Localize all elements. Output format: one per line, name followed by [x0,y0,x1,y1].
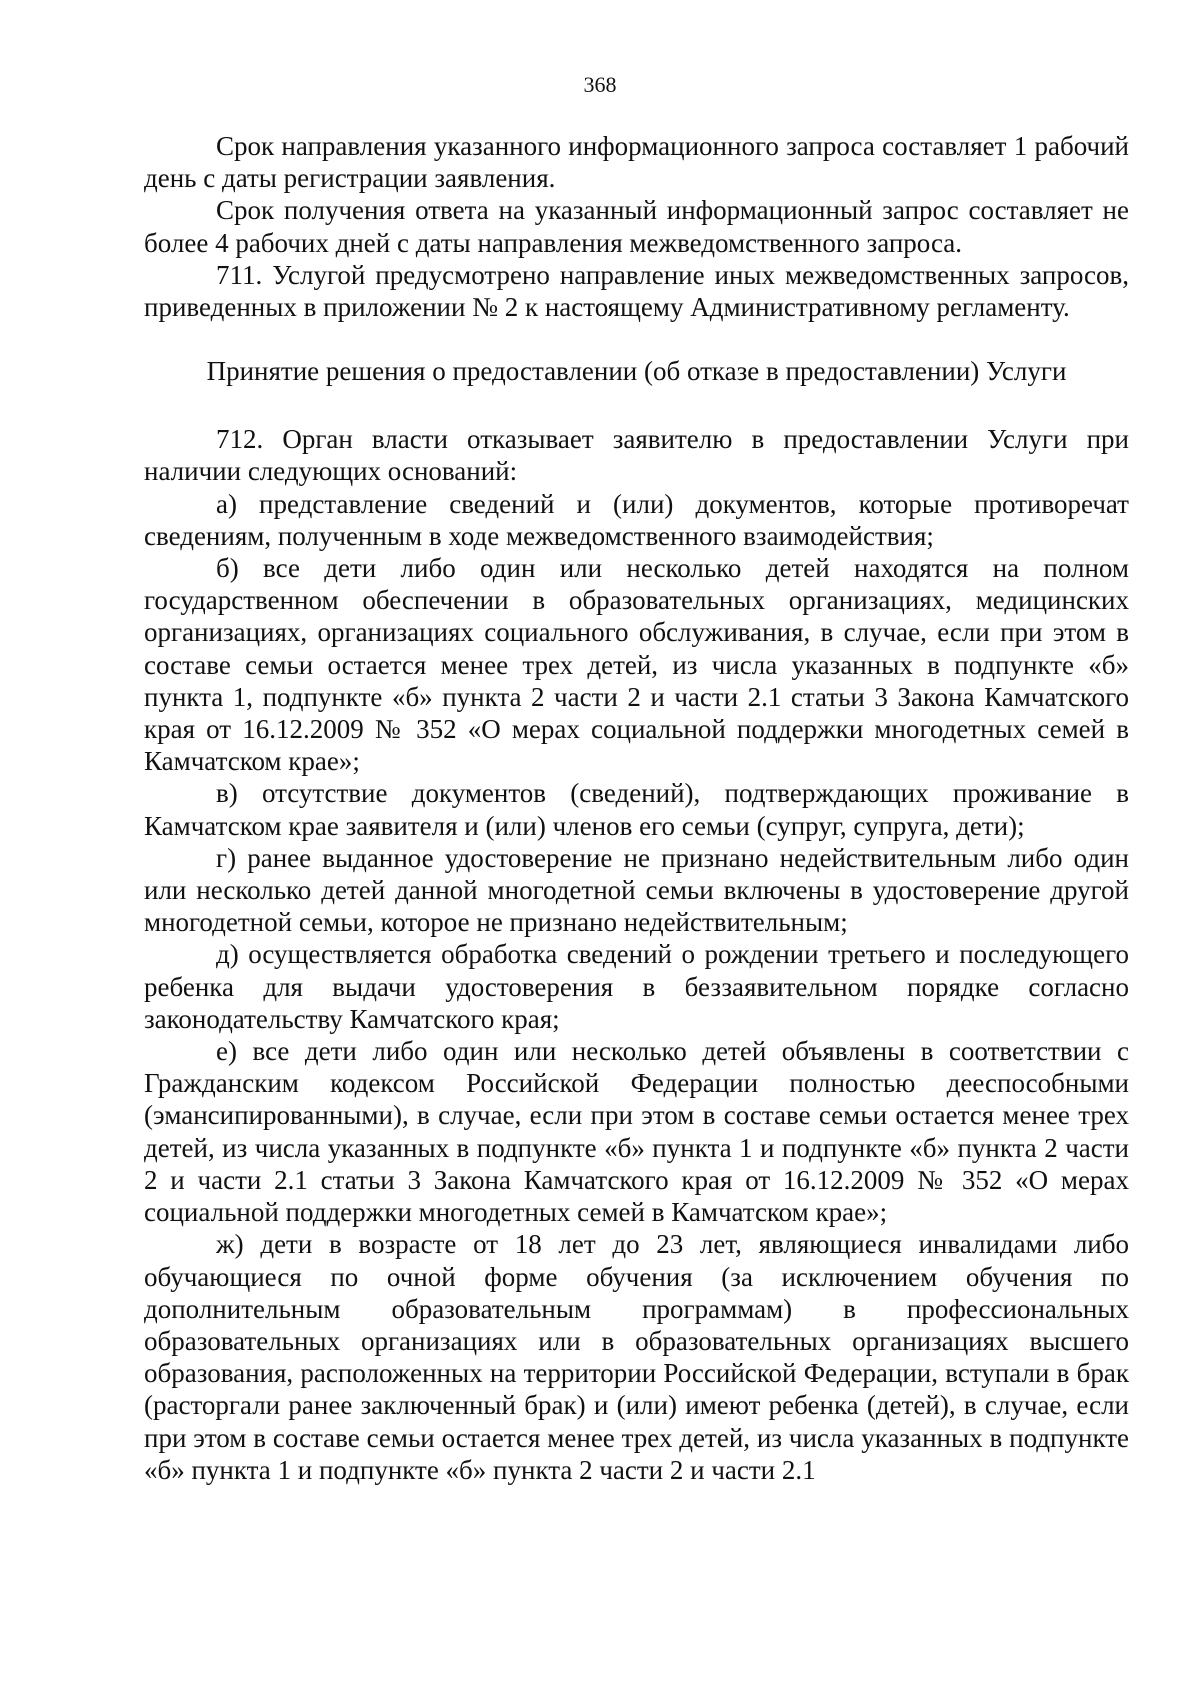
ground-e: е) все дети либо один или несколько детей объявлены в соответствии с Гражданским кодексом Российской Федерации полностью дееспособными (эмансипированными), в случае, если при этом в составе семьи остается менее трех детей, из числа указанных в подпункте «б» пункта 1 и подпункте «б» пункта 2 части 2 и части 2.1 статьи 3 Закона Камчатского края от 16.12.2009 № 352 «О мерах социальной поддержки многодетных семей в Камчатском крае»; [144,1036,1129,1228]
ground-a: а) представление сведений и (или) документов, которые противоречат сведениям, полученным в ходе межведомственного взаимодействия; [144,488,1129,551]
page-number: 368 [583,72,617,97]
ground-d: д) осуществляется обработка сведений о рождении третьего и последующего ребенка для выдачи удостоверения в беззаявительном порядке согласно законодательству Камчатского края; [144,939,1129,1034]
ground-v: в) отсутствие документов (сведений), подтверждающих проживание в Камчатском крае заявителя и (или) членов его семьи (супруг, супруга, дети); [144,778,1129,841]
ground-g: г) ранее выданное удостоверение не признано недействительным либо один или несколько детей данной многодетной семьи включены в удостоверение другой многодетной семьи, которое не признано недействительным; [144,842,1129,938]
paragraph-response-deadline: Срок получения ответа на указанный информационный запрос составляет не более 4 рабочих дней с даты направления межведомственного запроса. [144,195,1129,258]
document-body [144,130,1129,1486]
paragraph-712: 712. Орган власти отказывает заявителю в предоставлении Услуги при наличии следующих оснований: [144,424,1129,487]
paragraph-711: 711. Услугой предусмотрено направление иных межведомственных запросов, приведенных в приложении № 2 к настоящему Административному регламенту. [144,259,1129,323]
section-heading: Принятие решения о предоставлении (об отказе в предоставлении) Услуги [206,356,1067,387]
ground-b: б) все дети либо один или несколько детей находятся на полном государственном обеспечении в образовательных организациях, медицинских организациях, организациях социального обслуживания, в случае, если при этом в составе семьи остается менее трех детей, из числа указанных в подпункте «б» пункта 1, подпункте «б» пункта 2 части 2 и части 2.1 статьи 3 Закона Камчатского края от 16.12.2009 № 352 «О мерах социальной поддержки многодетных семей в Камчатском крае»; [144,553,1129,777]
ground-zh: ж) дети в возрасте от 18 лет до 23 лет, являющиеся инвалидами либо обучающиеся по очной форме обучения (за исключением обучения по дополнительным образовательным программам) в профессиональных образовательных организациях или в образовательных организациях высшего образования, расположенных на территории Российской Федерации, вступали в брак (расторгали ранее заключенный брак) и (или) имеют ребенка (детей), в случае, если при этом в составе семьи остается менее трех детей, из числа указанных в подпункте «б» пункта 1 и подпункте «б» пункта 2 части 2 и части 2.1 [144,1229,1129,1485]
paragraph-request-deadline: Срок направления указанного информационного запроса составляет 1 рабочий день с даты регистрации заявления. [144,131,1129,194]
